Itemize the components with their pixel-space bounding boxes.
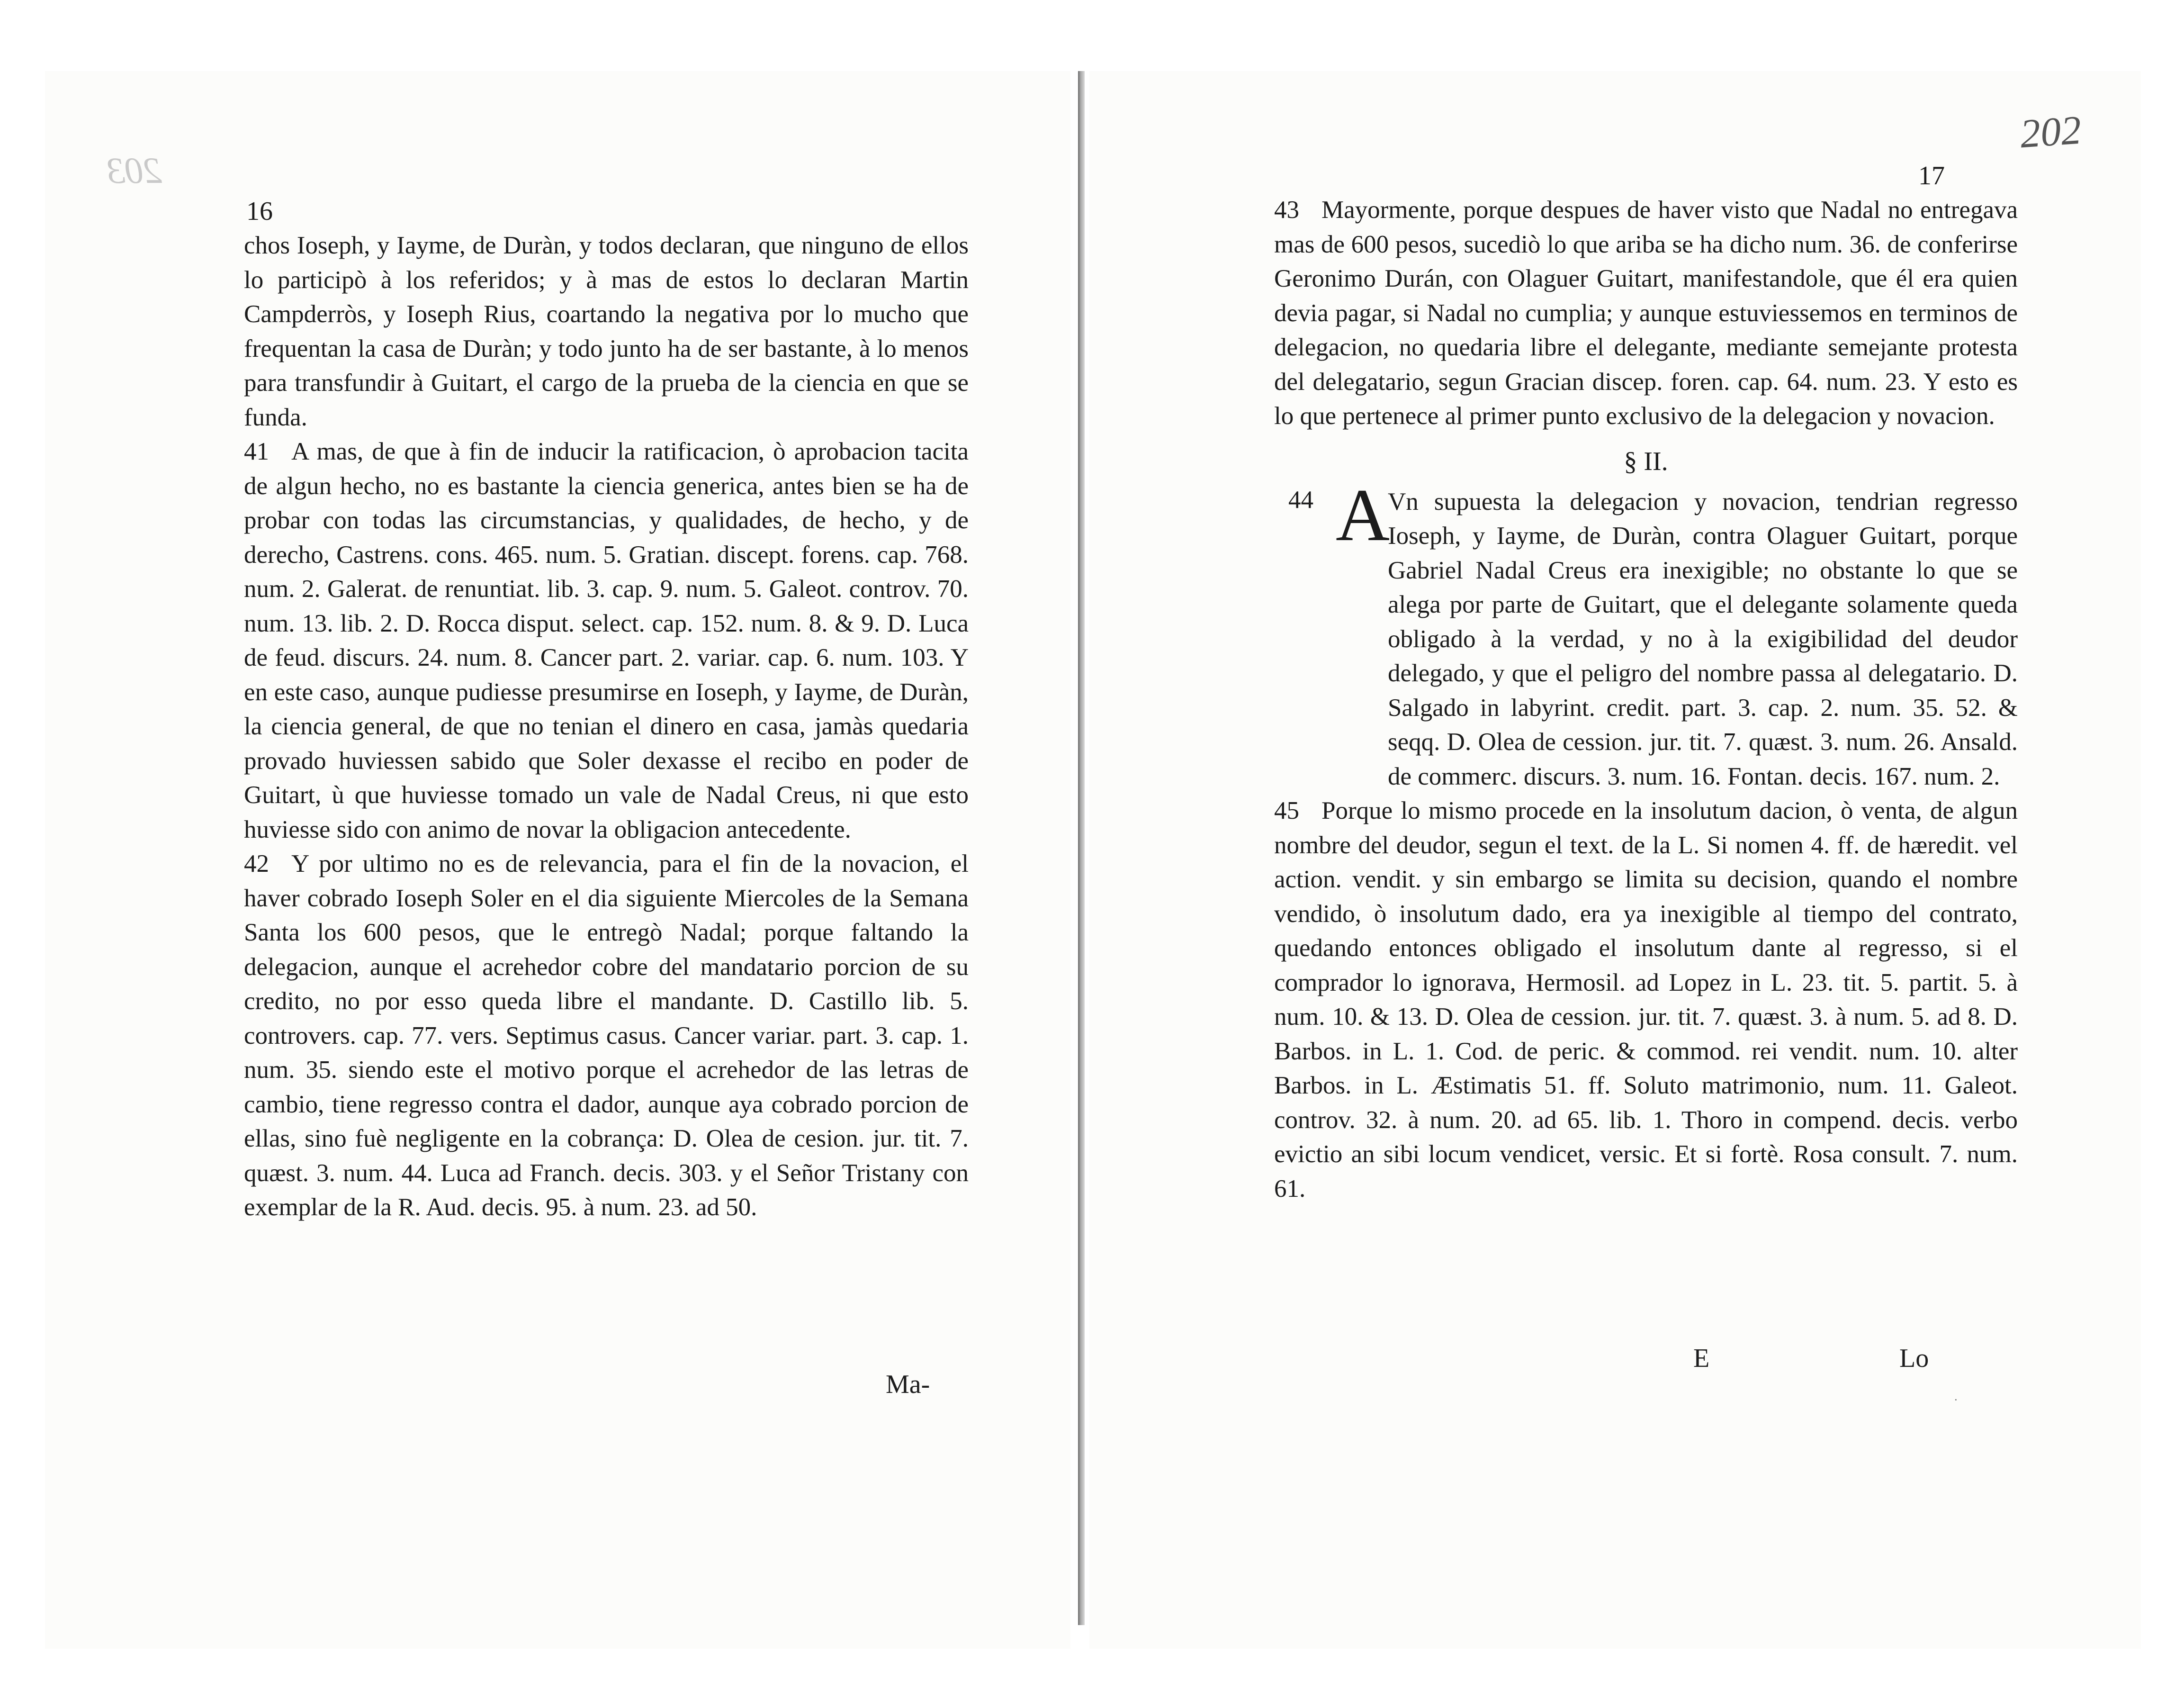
paragraph-number: 45 [1274,797,1299,824]
paragraph-text: Porque lo mismo procede en la insolutum dacion, ò venta, de algun nombre del deudor, segun el text. de la L. Si nomen 4. ff. de hæredit. vel action. vendit. y sin embargo se limita su decision, quando el nombre vendido, ò insolutum dado, era ya inexigible al tiempo del contrato, quedando entonces obligado el insolutum dante al regresso, si el comprador lo ignorava, Hermosil. ad Lopez in L. 23. tit. 5. partit. 5. à num. 10. & 13. D. Olea de cession. jur. tit. 7. quæst. 3. à num. 5. ad 8. D. Barbos. in L. 1. Cod. de peric. & commod. rei vendit. num. 10. alter Barbos. in L. Æstimatis 51. ff. Soluto matrimonio, num. 11. Galeot. controv. 32. à num. 20. ad 65. lib. 1. Thoro in compend. decis. verbo evictio an sibi locum vendicet, versic. Et si fortè. Rosa consult. 7. num. 61. [1274,797,2018,1202]
paragraph-number: 42 [244,850,269,877]
binding-gutter [1078,71,1085,1625]
paragraph [244,228,969,434]
catchword: Lo [1899,1344,1929,1373]
paragraph-text: Vn supuesta la delegacion y novacion, tendrian regresso Ioseph, y Iayme, de Duràn, contra Olaguer Guitart, porque Gabriel Nadal Creus era inexigible; no obstante lo que se alega por parte de Guitart, que el delegante solamente queda obligado à la verdad, y no à la exigibilidad del deudor delegado, y que el peligro del nombre passa al delegatario. D. Salgado in labyrint. credit. part. 3. cap. 2. num. 35. 52. & seqq. D. Olea de cession. jur. tit. 7. quæst. 3. num. 26. Ansald. de commerc. discurs. 3. num. 16. Fontan. decis. 167. num. 2. [1388,488,2018,790]
bleed-through-number: 203 [107,150,162,191]
right-text-column [1274,159,2018,1206]
paragraph-text: chos Ioseph, y Iayme, de Duràn, y todos declaran, que ninguno de ellos lo participò à los referidos; y à mas de estos lo declaran Martin Campderròs, y Ioseph Rius, coartando la negativa por lo mucho que frequentan la casa de Duràn; y todo junto ha de ser bastante, à lo menos para transfundir à Guitart, el cargo de la prueba de la ciencia en que se funda. [244,232,969,431]
paragraph-number: 43 [1274,196,1299,224]
paragraph-text: Mayormente, porque despues de haver visto que Nadal no entregava mas de 600 pesos, sucediò lo que ariba se ha dicho num. 36. de conferirse Geronimo Durán, con Olaguer Guitart, manifestandole, que él era quien devia pagar, si Nadal no cumplia; y aunque estuviessemos en terminos de delegacion, no quedaria libre el delegante, mediante semejante protesta del delegatario, segun Gracian discep. foren. cap. 64. num. 23. Y esto es lo que pertenece al primer punto exclusivo de la delegacion y novacion. [1274,196,2018,430]
paragraph [244,847,969,1225]
paragraph-text: Y por ultimo no es de relevancia, para el fin de la novacion, el haver cobrado Ioseph Soler en el dia siguiente Miercoles de la Semana Santa los 600 pesos, que le entregò Nadal; porque faltando la delegacion, aunque el acrehedor cobre del mandatario porcion de su credito, no por esso queda libre el mandante. D. Castillo lib. 5. controvers. cap. 77. vers. Septimus casus. Cancer variar. part. 3. cap. 1. num. 35. siendo este el motivo porque el acrehedor de las letras de cambio, tiene regresso contra el dador, aunque aya cobrado porcion de ellas, sino fuè negligente en la cobrança: D. Olea de cesion. jur. tit. 7. quæst. 3. num. 44. Luca ad Franch. decis. 303. y el Señor Tristany con exemplar de la R. Aud. decis. 95. à num. 23. ad 50. [244,850,969,1221]
paragraph [244,434,969,847]
paragraph-number: 44 [1288,486,1313,514]
handwritten-folio-number: 202 [2018,107,2083,157]
left-text-column [244,194,969,1225]
drop-cap-initial: A [1336,473,1390,557]
signature-mark: E [1693,1344,1710,1373]
paragraph-text: A mas, de que à fin de inducir la ratificacion, ò aprobacion tacita de algun hecho, no es bastante la ciencia generica, antes bien se ha de probar con todas las circumstancias, y qualidades, de hecho, y de derecho, Castrens. cons. 465. num. 5. Gratian. discept. forens. cap. 768. num. 2. Galerat. de renuntiat. lib. 3. cap. 9. num. 5. Galeot. controv. 70. num. 13. lib. 2. D. Rocca disput. select. cap. 152. num. 8. & 9. D. Luca de feud. discurs. 24. num. 8. Cancer part. 2. variar. cap. 6. num. 103. Y en este caso, aunque pudiesse presumirse en Ioseph, y Iayme, de Duràn, la ciencia general, de que no tenian el dinero en casa, jamàs quedaria provado huviessen sabido que Soler dexasse el recibo en poder de Guitart, ù que huviesse tomado un vale de Nadal Creus, ni que esto huviesse sido con animo de novar la obligacion antecedente. [244,438,969,843]
paragraph-number: 41 [244,438,269,465]
section-heading: § II. [1624,446,1668,476]
right-page-number: 17 [1918,161,1945,190]
stray-mark: · [1954,1393,1958,1407]
drop-cap-paragraph [1274,473,2018,794]
paragraph [1274,794,2018,1206]
catchword: Ma- [886,1370,930,1399]
paragraph [1274,193,2018,434]
left-page-number: 16 [246,197,273,226]
